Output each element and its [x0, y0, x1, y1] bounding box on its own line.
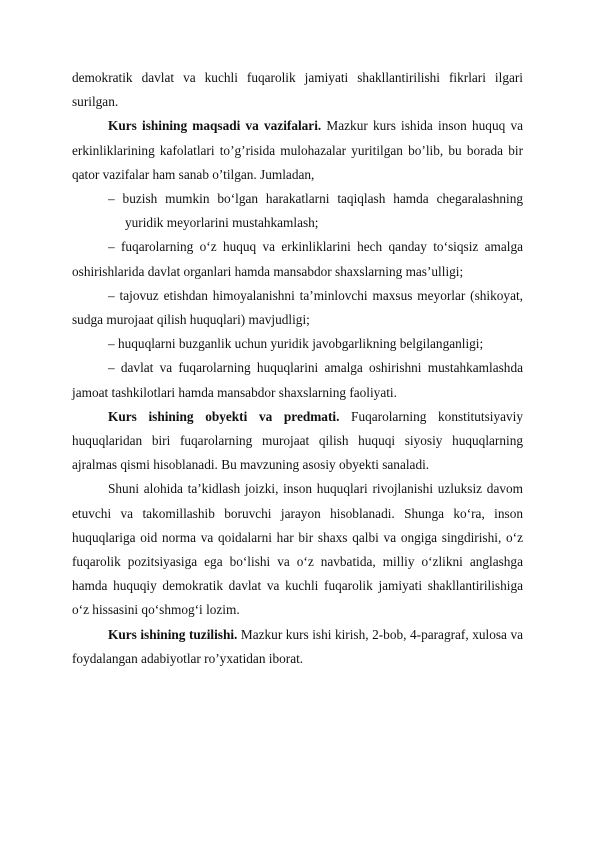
goal-item-5: – davlat va fuqarolarning huquqlarini amalga oshirishni mustahkamlashda jamoat tashkilotlari hamda mansabdor shaxslarning faoliyati. [72, 360, 523, 400]
goal-item-4: – huquqlarni buzganlik uchun yuridik javobgarlikning belgilanganligi; [108, 336, 484, 352]
goal-item-2: – fuqarolarning oʻz huquq va erkinliklarini hech qanday toʻsiqsiz amalga oshirishlarida davlat organlari hamda mansabdor shaxslarning mas’ulligi; [72, 239, 523, 279]
goals-paragraph [72, 114, 523, 187]
goal-item-1: – buzish mumkin boʻlgan harakatlarni taqiqlash hamda chegaralashning yuridik meyorlarini mustahkamlash; [108, 191, 523, 231]
goal-item-3: – tajovuz etishdan himoyalanishni ta’minlovchi maxsus meyorlar (shikoyat, sudga murojaat qilish huquqlari) mavjudligi; [72, 287, 523, 328]
goals-text: Mazkur kurs ishida inson huquq va erkinliklarining kafolatlari to’g’risida mulohazalar yuritilgan bo’lib, bu borada bir qator vazifalar ham sanab o’tilgan. Jumladan, [72, 118, 523, 182]
structure-paragraph [72, 623, 523, 671]
structure-heading: Kurs ishining tuzilishi. [108, 626, 238, 642]
object-text: Fuqarolarning konstitutsiyaviy huquqlaridan biri fuqarolarning murojaat qilish huquqi siyosiy huquqlarning ajralmas qismi hisoblanadi. Bu mavzuning asosiy obyekti sanaladi. [72, 408, 523, 473]
structure-text: Mazkur kurs ishi kirish, 2-bob, 4-paragraf, xulosa va foydalangan adabiyotlar ro’yxatidan iborat. [72, 626, 524, 666]
goals-heading: Kurs ishining maqsadi va vazifalari. [108, 118, 322, 134]
object-heading: Kurs ishining obyekti va predmati. [108, 408, 340, 424]
object-paragraph [72, 405, 523, 478]
intro-paragraph-continuation: demokratik davlat va kuchli fuqarolik jamiyati shakllantirilishi fikrlari ilgari surilgan. [72, 70, 523, 110]
emphasis-paragraph: Shuni alohida ta’kidlash joizki, inson huquqlari rivojlanishi uzluksiz davom etuvchi va takomillashib boruvchi jarayon hisoblanadi. Shunga koʻra, inson huquqlariga oid norma va qoidalarni har bir shaxs qalbi va ongiga singdirishi, oʻz fuqarolik pozitsiyasiga ega boʻlishi va oʻz navbatida, milliy oʻzlikni anglashga hamda huquqiy demokratik davlat va kuchli fuqarolik jamiyati shakllantirilishiga oʻz hissasini qoʻshmogʻi lozim. [72, 481, 523, 618]
document-page [72, 66, 523, 671]
